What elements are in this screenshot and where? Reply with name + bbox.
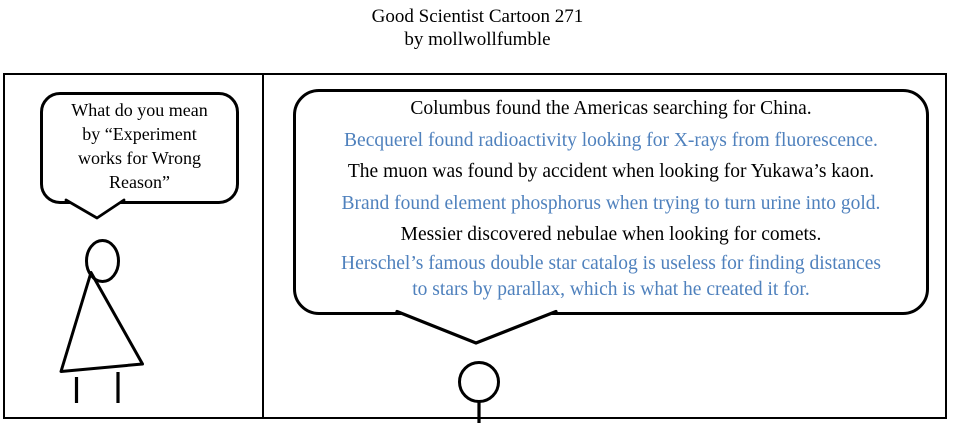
speech-line: Becquerel found radioactivity looking for X-rays from fluorescence. — [344, 129, 878, 151]
speech-line: Reason” — [109, 172, 170, 192]
left-speech-bubble — [40, 92, 239, 204]
speech-line: The muon was found by accident when looking for Yukawa’s kaon. — [347, 161, 875, 182]
speech-line: Herschel’s famous double star catalog is useless for finding distances — [341, 252, 881, 274]
speech-line: Brand found element phosphorus when trying to turn urine into gold. — [341, 192, 881, 214]
speech-line: Messier discovered nebulae when looking for comets. — [400, 224, 822, 245]
speech-line: to stars by parallax, which is what he created it for. — [412, 279, 810, 300]
cartoon-title: Good Scientist Cartoon 271 — [371, 6, 584, 27]
speech-line: works for Wrong — [78, 148, 201, 168]
speech-line: by “Experiment — [82, 124, 197, 144]
speech-line: Columbus found the Americas searching for China. — [410, 98, 812, 119]
cartoon-author: by mollwollfumble — [404, 29, 551, 50]
speech-line: What do you mean — [71, 100, 208, 120]
right-speech-bubble — [293, 89, 929, 315]
cartoon-header — [0, 5, 955, 51]
